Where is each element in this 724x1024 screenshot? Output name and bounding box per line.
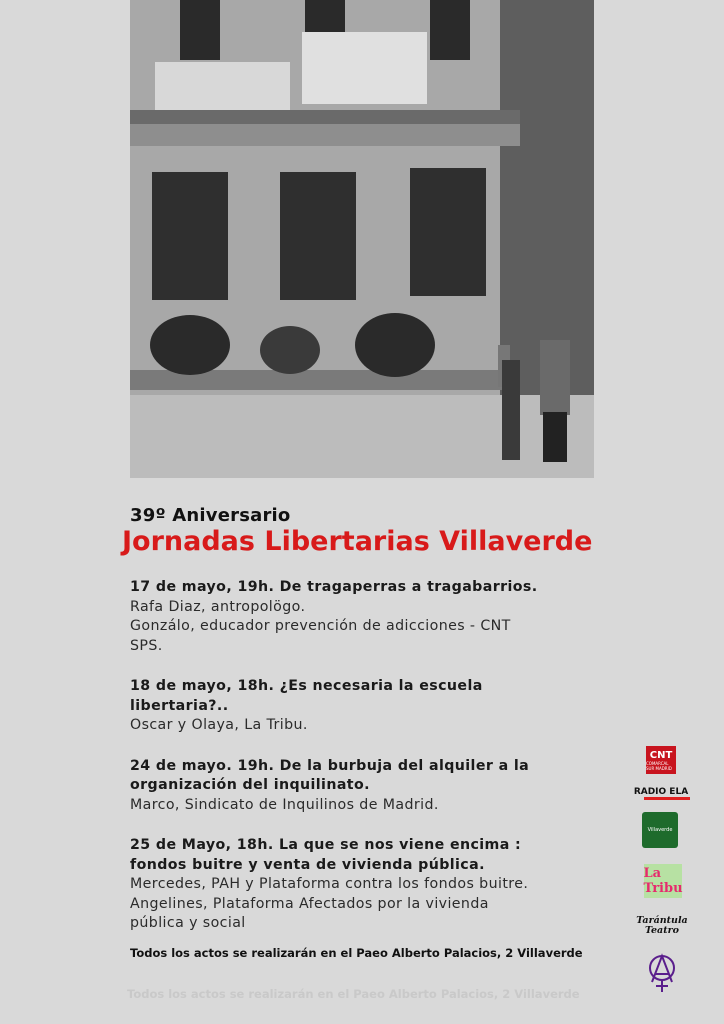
radio-ela-logo [630,784,692,800]
radio-ela-bar [644,797,690,800]
event-speaker: Marco, Sindicato de Inquilinos de Madrid. [130,796,439,813]
teatro-text: Teatro [645,925,679,936]
villaverde-logo-text: Villaverde [647,827,673,833]
event-speaker: Mercedes, PAH y Plataforma contra los fondos buitre. [130,876,529,892]
event-item [130,757,590,816]
event-item [130,677,590,736]
cnt-logo-subtext: COMARCAL SUR MADRID [646,760,672,771]
event-speaker: Rafa Diaz, antropolögo. [130,598,306,615]
event-heading: libertaria?.. [130,697,229,714]
event-heading: 24 de mayo. 19h. De la burbuja del alquiler a la [130,757,530,774]
anarchy-icon [644,952,686,996]
header-photo [130,0,594,478]
venue-note: Todos los actos se realizarán en el Paeo Alberto Palacios, 2 Villaverde [130,946,583,960]
event-item [130,836,590,934]
event-heading: 18 de mayo, 18h. ¿Es necesaria la escuela [130,678,483,694]
event-speaker: pública y social [130,915,246,931]
event-speaker: Angelines, Plataforma Afectados por la vivienda [130,895,489,912]
la-tribu-logo [644,864,682,898]
event-item [130,578,590,656]
event-heading: fondos buitre y venta de vivienda pública. [130,856,485,873]
villaverde-logo [642,812,678,848]
event-speaker: Oscar y Olaya, La Tribu. [130,717,308,733]
event-speaker: SPS. [130,637,163,654]
radio-ela-text: RADIO ELA [633,787,689,797]
building-photo [130,0,594,478]
event-heading: 17 de mayo, 19h. De tragaperras a tragabarrios. [130,579,538,595]
cnt-logo-text: CNT [649,749,673,761]
event-title: Jornadas Libertarias Villaverde [122,526,593,557]
events-list [130,578,590,955]
cnt-logo [646,746,676,774]
la-tribu-text: La Tribu [643,866,683,896]
venue-note-ghost: Todos los actos se realizarán en el Paeo Alberto Palacios, 2 Villaverde [127,987,580,1001]
event-speaker: Gonzálo, educador prevención de adicciones - CNT [130,618,511,634]
event-heading: organización del inquilinato. [130,777,370,793]
anniversary-label: 39º Aniversario [130,505,291,526]
anarchy-symbol-logo [644,952,686,996]
tarantula-teatro-logo [630,914,694,938]
event-heading: 25 de Mayo, 18h. La que se nos viene encima : [130,837,522,853]
tarantula-text: Tarántula [636,915,688,926]
